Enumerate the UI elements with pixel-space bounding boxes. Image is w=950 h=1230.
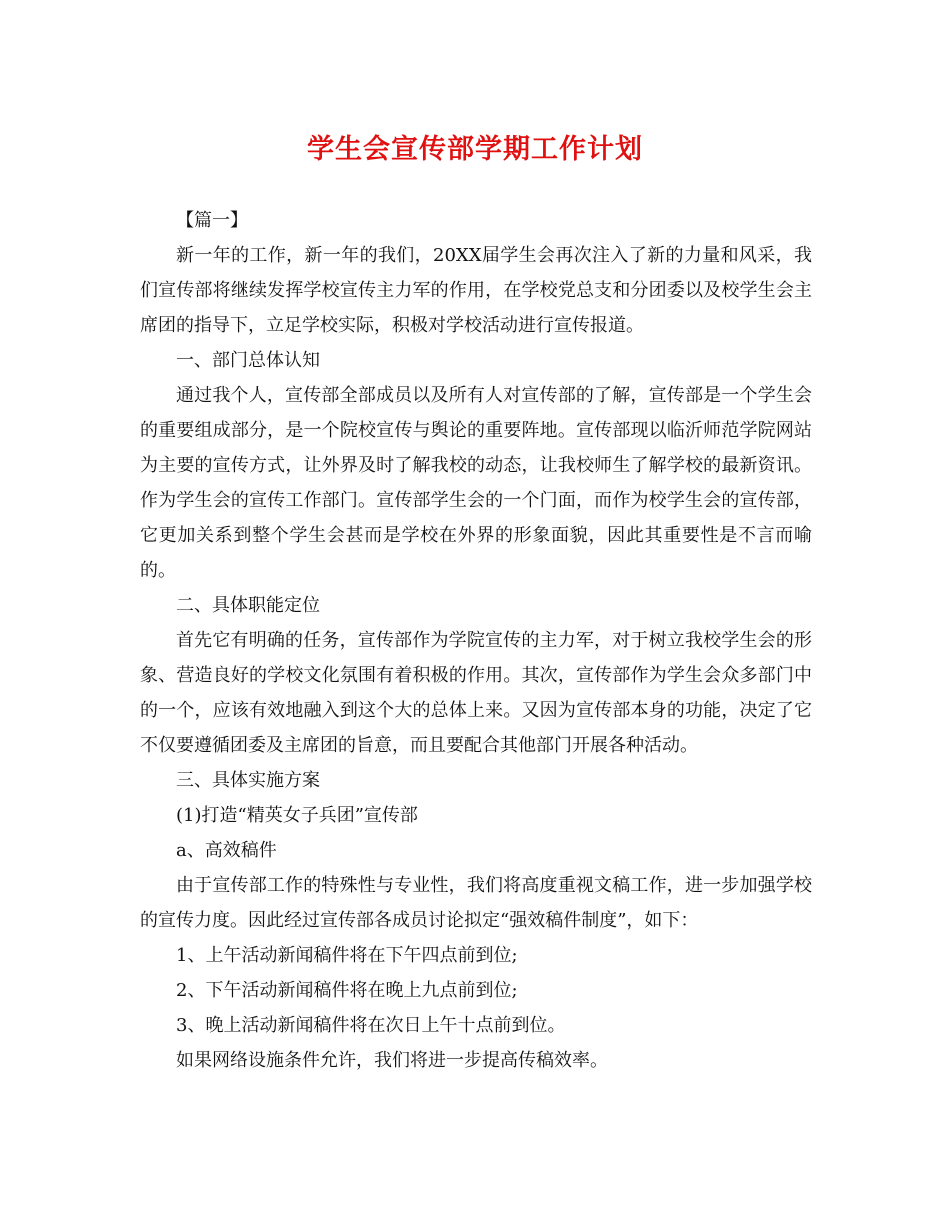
section-heading: 三、具体实施方案 [176, 770, 320, 791]
document-body [140, 203, 812, 1078]
intro-paragraph: 新一年的工作，新一年的我们，20XX届学生会再次注入了新的力量和风采，我们宣传部将继续发挥学校宣传主力军的作用，在学校党总支和分团委以及校学生会主席团的指导下，立足学校实际，积极对学校活动进行宣传报道。 [140, 245, 812, 336]
body-paragraph: 如果网络设施条件允许，我们将进一步提高传稿效率。 [176, 1050, 608, 1071]
section-marker: 【篇一】 [176, 210, 248, 231]
subsection-heading: a、高效稿件 [176, 840, 277, 861]
body-paragraph: 由于宣传部工作的特殊性与专业性，我们将高度重视文稿工作，进一步加强学校的宣传力度。因此经过宣传部各成员讨论拟定“强效稿件制度”，如下： [140, 875, 812, 931]
body-paragraph: 首先它有明确的任务，宣传部作为学院宣传的主力军，对于树立我校学生会的形象、营造良好的学校文化氛围有着积极的作用。其次，宣传部作为学生会众多部门中的一个，应该有效地融入到这个大的总体上来。又因为宣传部本身的功能，决定了它不仅要遵循团委及主席团的旨意，而且要配合其他部门开展各种活动。 [140, 630, 812, 756]
body-paragraph: 通过我个人，宣传部全部成员以及所有人对宣传部的了解，宣传部是一个学生会的重要组成部分，是一个院校宣传与舆论的重要阵地。宣传部现以临沂师范学院网站为主要的宣传方式，让外界及时了解我校的动态，让我校师生了解学校的最新资讯。作为学生会的宣传工作部门。宣传部学生会的一个门面，而作为校学生会的宣传部，它更加关系到整个学生会甚而是学校在外界的形象面貌，因此其重要性是不言而喻的。 [140, 385, 812, 581]
section-heading: 二、具体职能定位 [176, 595, 320, 616]
subsection-heading: (1)打造“精英女子兵团”宣传部 [176, 805, 418, 826]
list-item: 2、下午活动新闻稿件将在晚上九点前到位; [176, 980, 518, 1001]
list-item: 1、上午活动新闻稿件将在下午四点前到位; [176, 945, 518, 966]
document-title: 学生会宣传部学期工作计划 [307, 134, 643, 165]
list-item: 3、晚上活动新闻稿件将在次日上午十点前到位。 [176, 1015, 566, 1036]
section-heading: 一、部门总体认知 [176, 350, 320, 371]
